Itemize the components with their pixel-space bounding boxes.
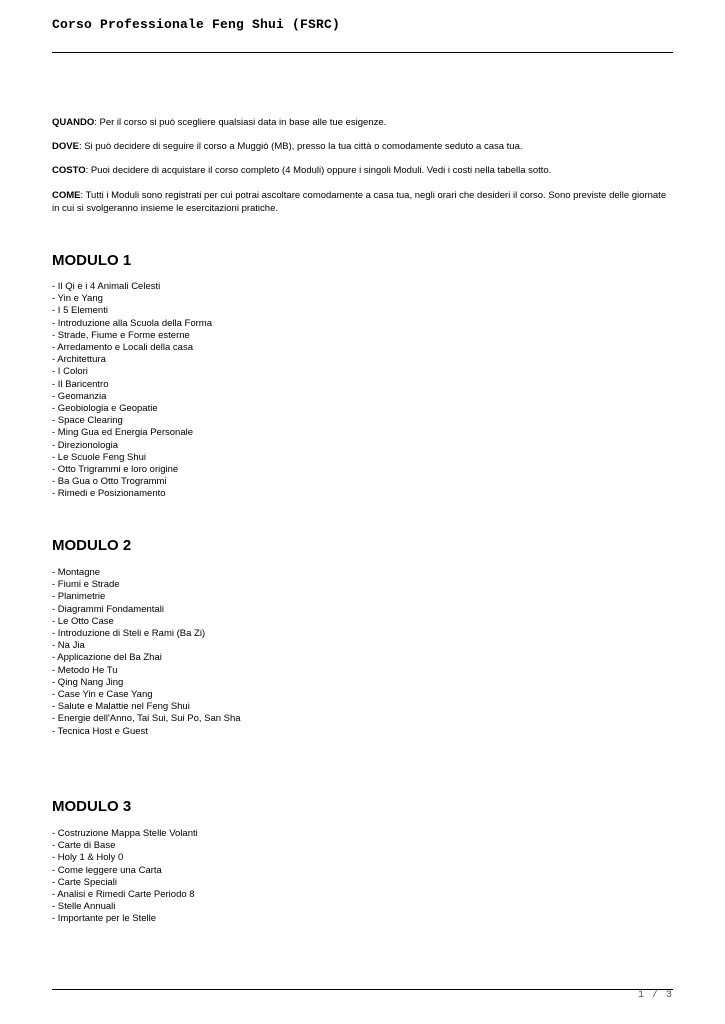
page-header-title: Corso Professionale Feng Shui (FSRC) [52,17,341,32]
topic-item: - Analisi e Rimedi Carte Periodo 8 [52,889,195,901]
topic-item: - Applicazione del Ba Zhai [52,652,162,664]
info-quando [52,117,672,130]
topic-item: - Arredamento e Locali della casa [52,342,193,354]
topic-item: - Architettura [52,354,106,366]
info-text: : Tutti i Moduli sono registrati per cui potrai ascoltare comodamente a casa tua, negli orari che desideri il corso. Sono previste delle giornate in cui si svolgeranno insieme le esercitazioni pratiche. [52,190,667,214]
module-2-title: MODULO 2 [52,537,132,554]
topic-item: - Na Jia [52,640,85,652]
topic-item: - Holy 1 & Holy 0 [52,852,124,864]
topic-item: - Case Yin e Case Yang [52,689,153,701]
topic-item: - Introduzione di Steli e Rami (Ba Zi) [52,628,206,640]
topic-item: - Le Otto Case [52,615,114,627]
info-label: QUANDO [52,117,95,128]
topic-item: - Stelle Annuali [52,901,116,913]
module-3-title: MODULO 3 [52,798,132,815]
topic-item: - Tecnica Host e Guest [52,725,148,737]
topic-item: - Il Qi e i 4 Animali Celesti [52,281,161,292]
topic-item: - Yin e Yang [52,293,103,305]
topic-item: - Carte Speciali [52,876,117,888]
topic-item: - Rimedi e Posizionamento [52,488,166,500]
topic-item: - Planimetrie [52,591,106,603]
topic-item: - Energie dell'Anno, Tai Sui, Sui Po, San Sha [52,713,241,725]
module-1-title: MODULO 1 [52,252,132,269]
topic-item: - Otto Trigrammi e loro origine [52,464,179,476]
topic-item: - Qing Nang Jing [52,676,124,688]
topic-item: - Carte di Base [52,840,116,852]
topic-item: - Space Clearing [52,415,123,427]
topic-item: - Importante per le Stelle [52,913,157,925]
topic-item: - I 5 Elementi [52,305,108,317]
topic-item: - Geomanzia [52,390,107,402]
topic-item: - Introduzione alla Scuola della Forma [52,317,213,329]
info-text: : Per il corso si può scegliere qualsiasi data in base alle tue esigenze. [94,117,387,128]
topic-item: - Il Baricentro [52,378,109,390]
topic-item: - Ming Gua ed Energia Personale [52,427,193,439]
topic-item: - Salute e Malattie nel Feng Shui [52,701,190,713]
topic-item: - Ba Gua o Otto Trogrammi [52,476,167,488]
topic-item: - I Colori [52,366,88,378]
topic-item: - Metodo He Tu [52,664,118,676]
info-text: : Puoi decidere di acquistare il corso completo (4 Moduli) oppure i singoli Moduli. Vedi i costi nella tabella sotto. [85,165,552,176]
topic-item: - Geobiologia e Geopatie [52,403,158,415]
page-number: 1 / 3 [637,990,673,1001]
info-label: COSTO [52,165,86,176]
info-dove [52,141,672,154]
topic-item: - Costruzione Mappa Stelle Volanti [52,828,198,839]
module-1-topic-list [52,281,212,501]
info-come [52,190,672,215]
topic-item: - Strade, Fiume e Forme esterne [52,329,190,341]
module-2-topic-list [52,567,241,738]
topic-item: - Diagrammi Fondamentali [52,603,164,615]
info-label: COME [52,190,81,201]
footer-divider [52,989,673,990]
info-text: : Si può decidere di seguire il corso a Muggiò (MB), presso la tua città o comodamente seduto a casa tua. [78,141,523,152]
topic-item: - Come leggere una Carta [52,864,162,876]
topic-item: - Le Scuole Feng Shui [52,451,147,463]
info-costo [52,165,672,178]
topic-item: - Fiumi e Strade [52,579,120,591]
info-label: DOVE [52,141,79,152]
module-3-topic-list [52,828,198,926]
topic-item: - Montagne [52,567,101,578]
topic-item: - Direzionologia [52,439,119,451]
header-divider [52,52,673,53]
